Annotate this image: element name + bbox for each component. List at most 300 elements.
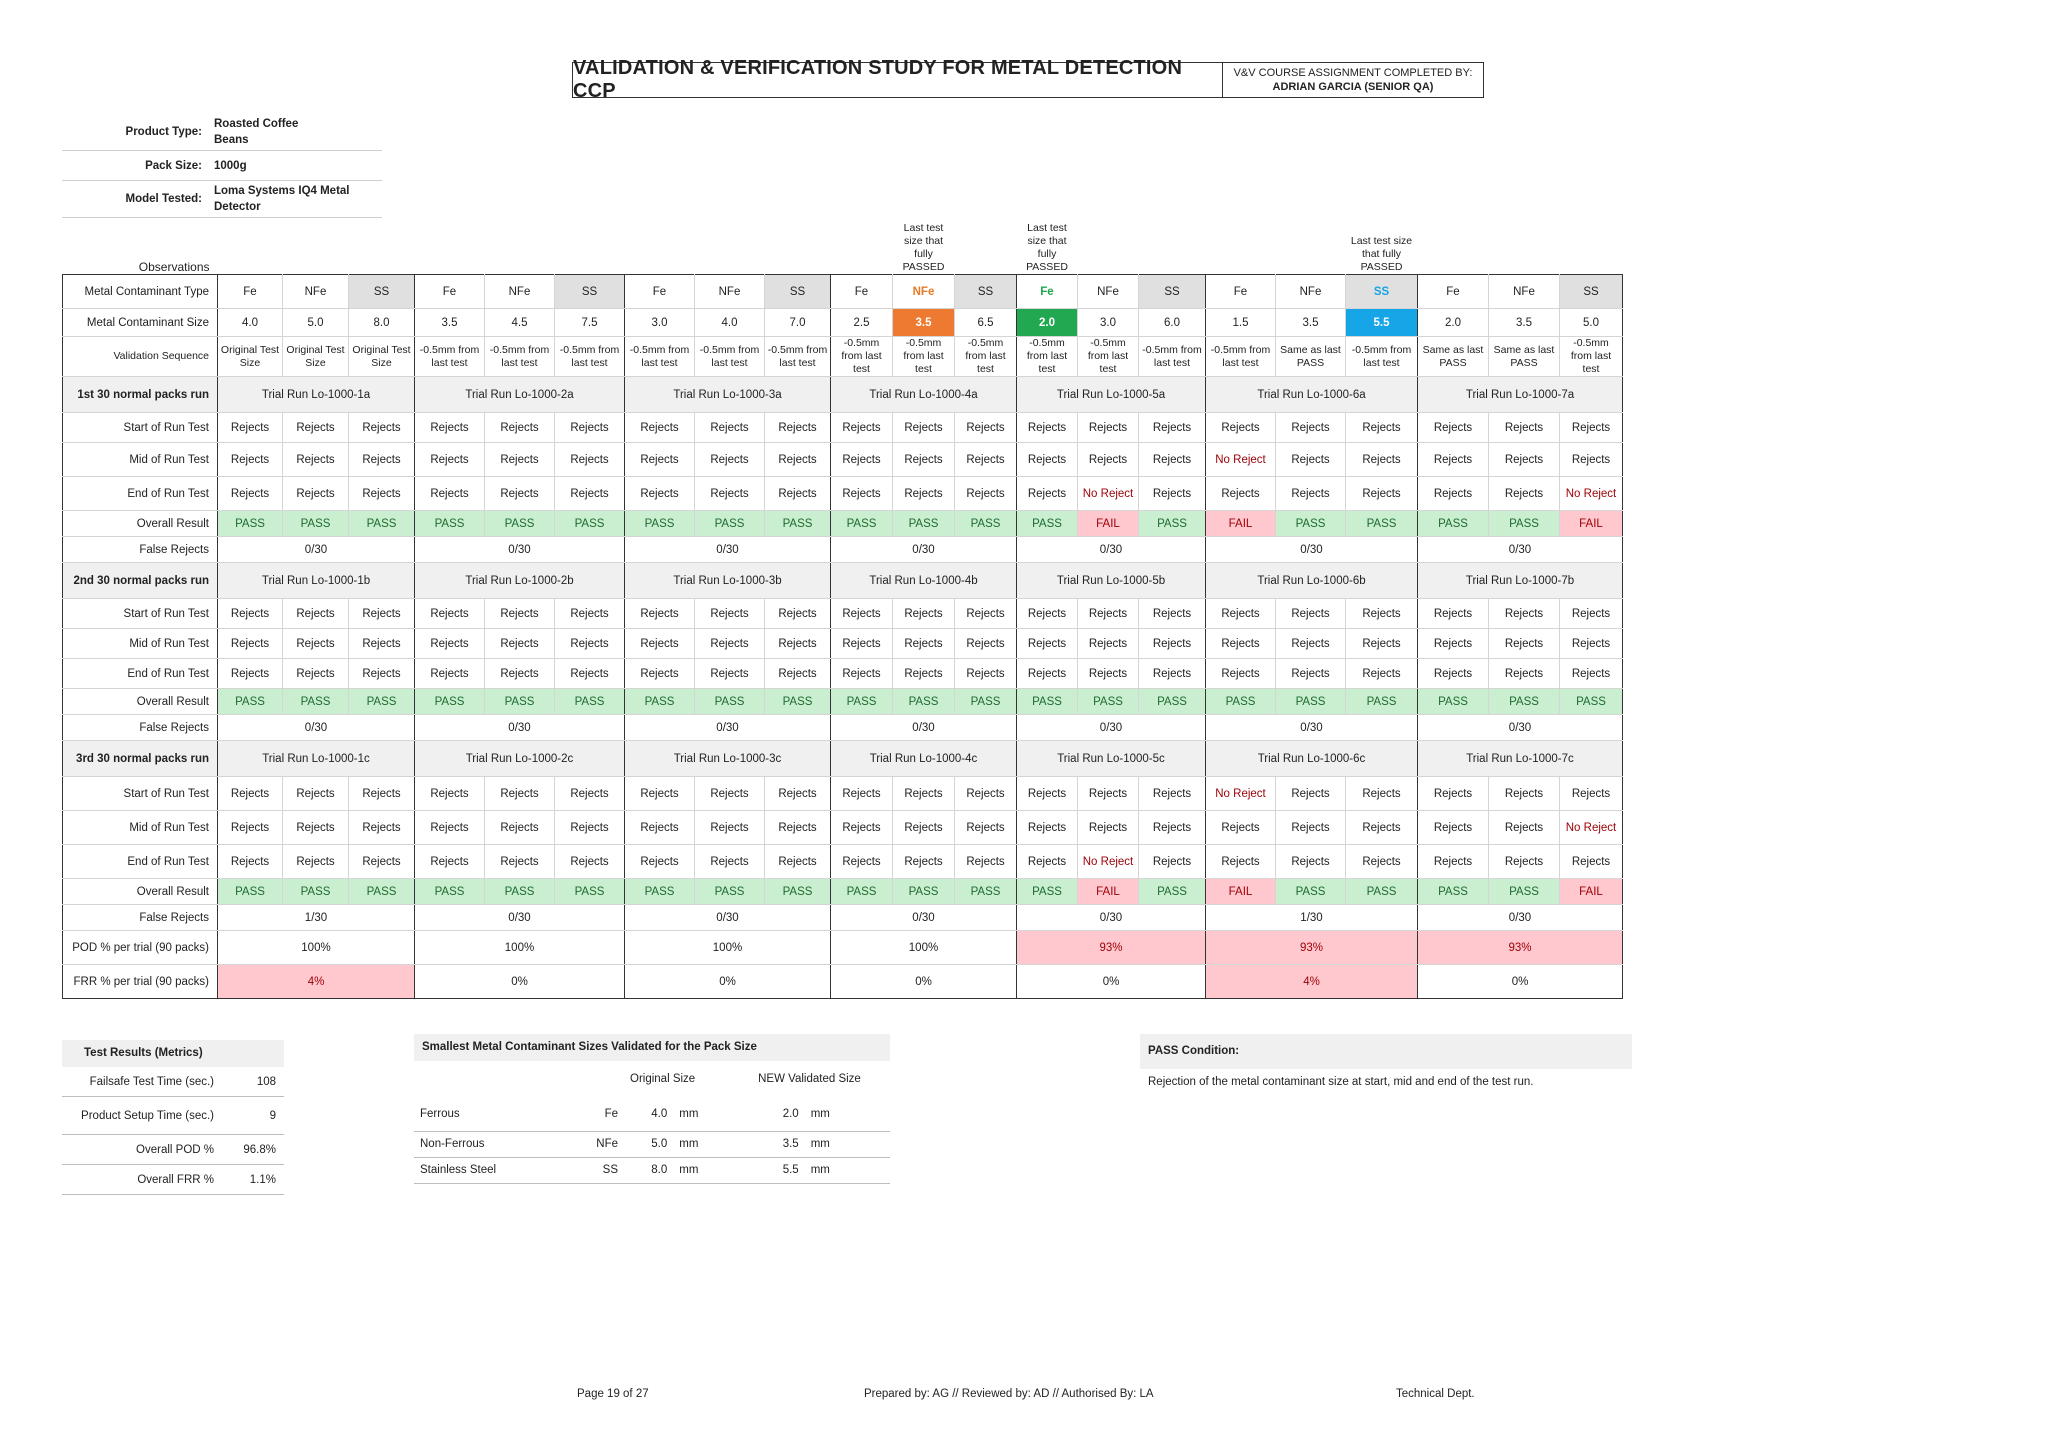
reject-result: No Reject: [1206, 443, 1276, 477]
metrics-panel: [62, 1040, 284, 1195]
reject-result: Rejects: [831, 811, 893, 845]
false-rejects-value: 0/30: [1017, 905, 1206, 931]
reject-result: Rejects: [349, 413, 415, 443]
reject-result: Rejects: [1346, 629, 1418, 659]
reject-result: Rejects: [1078, 629, 1139, 659]
contaminant-type: NFe: [1078, 275, 1139, 309]
reject-result: Rejects: [765, 599, 831, 629]
reject-result: Rejects: [625, 845, 695, 879]
reject-result: Rejects: [555, 599, 625, 629]
metric-row: [62, 1165, 284, 1195]
false-rejects-label: False Rejects: [63, 905, 218, 931]
false-rejects-value: 0/30: [1418, 905, 1623, 931]
observation-note: [831, 222, 893, 275]
overall-result: PASS: [349, 879, 415, 905]
reject-result: No Reject: [1560, 477, 1623, 511]
reject-result: Rejects: [485, 599, 555, 629]
info-value: 1000g: [214, 159, 247, 172]
trial-run-name: Trial Run Lo-1000-3b: [625, 563, 831, 599]
contaminant-size: 2.0: [1418, 309, 1489, 337]
department: Technical Dept.: [1396, 1388, 1475, 1400]
overall-result: FAIL: [1560, 879, 1623, 905]
false-rejects-label: False Rejects: [63, 715, 218, 741]
false-rejects-value: 0/30: [1418, 715, 1623, 741]
observation-note: Last test size that fully PASSED: [1350, 235, 1413, 273]
reject-result: Rejects: [1560, 443, 1623, 477]
run-test-label: Mid of Run Test: [63, 629, 218, 659]
reject-result: Rejects: [1017, 811, 1078, 845]
original-size: 8.0: [624, 1157, 673, 1183]
reject-result: Rejects: [555, 629, 625, 659]
reject-result: Rejects: [765, 629, 831, 659]
reject-result: Rejects: [349, 477, 415, 511]
overall-result-row: [63, 511, 1623, 537]
reject-result: Rejects: [1489, 629, 1560, 659]
false-rejects-value: 0/30: [1017, 537, 1206, 563]
false-rejects-value: 0/30: [625, 905, 831, 931]
observation-note: [1139, 222, 1206, 275]
reject-result: Rejects: [1276, 599, 1346, 629]
trial-run-name: Trial Run Lo-1000-2b: [415, 563, 625, 599]
contaminant-size: 2.0: [1017, 309, 1078, 337]
pass-condition-panel: [1140, 1034, 1632, 1096]
overall-result: PASS: [955, 879, 1017, 905]
validation-step: -0.5mm from last test: [955, 337, 1017, 377]
overall-result: PASS: [1489, 879, 1560, 905]
reject-result: Rejects: [1560, 845, 1623, 879]
overall-result: PASS: [1489, 511, 1560, 537]
reject-result: Rejects: [625, 629, 695, 659]
reject-result: Rejects: [695, 659, 765, 689]
false-rejects-value: 0/30: [831, 537, 1017, 563]
reject-result: Rejects: [695, 477, 765, 511]
reject-result: Rejects: [625, 811, 695, 845]
contaminant-size-row: [63, 309, 1623, 337]
validation-step: -0.5mm from last test: [555, 337, 625, 377]
run-test-label: Start of Run Test: [63, 777, 218, 811]
overall-result: PASS: [765, 689, 831, 715]
reject-result: Rejects: [955, 629, 1017, 659]
pod-row: [63, 931, 1623, 965]
contaminant-size: 4.0: [218, 309, 283, 337]
metric-row: [62, 1097, 284, 1135]
frr-value: 4%: [1206, 965, 1418, 999]
reject-result: Rejects: [1346, 845, 1418, 879]
metric-label: Failsafe Test Time (sec.): [89, 1075, 214, 1088]
reject-result: Rejects: [283, 477, 349, 511]
product-info: [62, 114, 382, 218]
reject-result: Rejects: [1276, 811, 1346, 845]
reject-result: Rejects: [765, 659, 831, 689]
start-of-run-row: [63, 413, 1623, 443]
overall-result: PASS: [283, 879, 349, 905]
overall-result: PASS: [831, 879, 893, 905]
overall-result: PASS: [1418, 879, 1489, 905]
reject-result: Rejects: [1346, 811, 1418, 845]
reject-result: Rejects: [1017, 845, 1078, 879]
reject-result: Rejects: [555, 659, 625, 689]
trial-run-name: Trial Run Lo-1000-7a: [1418, 377, 1623, 413]
overall-result: FAIL: [1206, 511, 1276, 537]
reject-result: Rejects: [415, 413, 485, 443]
observation-note: [1489, 222, 1560, 275]
contaminant-type: Fe: [1418, 275, 1489, 309]
overall-result: PASS: [893, 511, 955, 537]
contaminant-size: 6.0: [1139, 309, 1206, 337]
reject-result: Rejects: [695, 811, 765, 845]
reject-result: Rejects: [218, 413, 283, 443]
overall-result: PASS: [765, 511, 831, 537]
reject-result: Rejects: [1418, 599, 1489, 629]
overall-result-label: Overall Result: [63, 879, 218, 905]
metal-name: Non-Ferrous: [414, 1131, 564, 1157]
reject-result: Rejects: [1078, 599, 1139, 629]
reject-result: Rejects: [1017, 413, 1078, 443]
new-size: 5.5: [728, 1157, 805, 1183]
reject-result: Rejects: [1017, 777, 1078, 811]
observation-note: [283, 222, 349, 275]
contaminant-size: 3.5: [1276, 309, 1346, 337]
frr-value: 0%: [831, 965, 1017, 999]
frr-label: FRR % per trial (90 packs): [63, 965, 218, 999]
reject-result: Rejects: [1346, 659, 1418, 689]
validation-step: Same as last PASS: [1418, 337, 1489, 377]
reject-result: Rejects: [1418, 777, 1489, 811]
metric-label: Overall FRR %: [137, 1173, 214, 1186]
reject-result: Rejects: [625, 777, 695, 811]
overall-result: FAIL: [1078, 879, 1139, 905]
trial-run-name: Trial Run Lo-1000-7c: [1418, 741, 1623, 777]
false-rejects-value: 1/30: [218, 905, 415, 931]
contaminant-type: NFe: [893, 275, 955, 309]
reject-result: Rejects: [1139, 413, 1206, 443]
reject-result: Rejects: [1489, 443, 1560, 477]
trial-run-name: Trial Run Lo-1000-1a: [218, 377, 415, 413]
contaminant-size: 6.5: [955, 309, 1017, 337]
info-value: Roasted Coffee Beans: [214, 118, 299, 146]
reject-result: Rejects: [695, 599, 765, 629]
reject-result: Rejects: [485, 777, 555, 811]
reject-result: Rejects: [955, 811, 1017, 845]
observation-note: [1418, 222, 1489, 275]
unit: mm: [673, 1131, 728, 1157]
metal-code: Fe: [564, 1097, 624, 1131]
reject-result: Rejects: [1418, 629, 1489, 659]
reject-result: Rejects: [555, 811, 625, 845]
validation-step: -0.5mm from last test: [1017, 337, 1078, 377]
reject-result: Rejects: [1078, 811, 1139, 845]
false-rejects-row: [63, 715, 1623, 741]
reject-result: Rejects: [349, 811, 415, 845]
info-label: Pack Size:: [145, 159, 202, 172]
reject-result: Rejects: [1206, 413, 1276, 443]
reject-result: Rejects: [415, 777, 485, 811]
false-rejects-value: 1/30: [1206, 905, 1418, 931]
overall-result: PASS: [831, 689, 893, 715]
reject-result: Rejects: [283, 629, 349, 659]
reject-result: Rejects: [625, 659, 695, 689]
false-rejects-value: 0/30: [415, 715, 625, 741]
pod-value: 93%: [1017, 931, 1206, 965]
contaminant-size: 3.5: [893, 309, 955, 337]
reject-result: Rejects: [1276, 629, 1346, 659]
pod-value: 100%: [831, 931, 1017, 965]
contaminant-type: NFe: [1276, 275, 1346, 309]
trial-run-name: Trial Run Lo-1000-3c: [625, 741, 831, 777]
run-test-label: Start of Run Test: [63, 413, 218, 443]
reject-result: Rejects: [831, 477, 893, 511]
reject-result: Rejects: [955, 845, 1017, 879]
mid-of-run-row: [63, 811, 1623, 845]
reject-result: Rejects: [831, 443, 893, 477]
validation-step: -0.5mm from last test: [625, 337, 695, 377]
contaminant-type: SS: [349, 275, 415, 309]
contaminant-size: 4.0: [695, 309, 765, 337]
reject-result: Rejects: [893, 845, 955, 879]
reject-result: Rejects: [1206, 599, 1276, 629]
reject-result: Rejects: [893, 599, 955, 629]
contaminant-type-label: Metal Contaminant Type: [63, 275, 218, 309]
pod-value: 100%: [625, 931, 831, 965]
run-test-label: End of Run Test: [63, 477, 218, 511]
overall-result: PASS: [625, 511, 695, 537]
reject-result: Rejects: [955, 599, 1017, 629]
metrics-title: Test Results (Metrics): [62, 1040, 284, 1067]
reject-result: Rejects: [1489, 845, 1560, 879]
observation-note: [555, 222, 625, 275]
overall-result: PASS: [1418, 689, 1489, 715]
overall-result: PASS: [1139, 879, 1206, 905]
original-size-header: Original Size: [630, 1073, 696, 1085]
overall-result: FAIL: [1206, 879, 1276, 905]
contaminant-type-row: [63, 275, 1623, 309]
reject-result: Rejects: [283, 777, 349, 811]
trial-run-name: Trial Run Lo-1000-1c: [218, 741, 415, 777]
reject-result: Rejects: [555, 477, 625, 511]
reject-result: Rejects: [555, 443, 625, 477]
trial-run-name: Trial Run Lo-1000-6c: [1206, 741, 1418, 777]
new-size: 2.0: [728, 1097, 805, 1131]
contaminant-type: NFe: [485, 275, 555, 309]
reject-result: Rejects: [1418, 659, 1489, 689]
trial-run-name: Trial Run Lo-1000-4c: [831, 741, 1017, 777]
observation-note: [1078, 222, 1139, 275]
observation-note: [765, 222, 831, 275]
observation-note: [1206, 222, 1276, 275]
reject-result: Rejects: [218, 811, 283, 845]
pod-value: 93%: [1418, 931, 1623, 965]
run-test-label: Start of Run Test: [63, 599, 218, 629]
start-of-run-row: [63, 599, 1623, 629]
reject-result: Rejects: [283, 443, 349, 477]
info-row-product-type: [62, 114, 382, 151]
reject-result: Rejects: [765, 777, 831, 811]
reject-result: Rejects: [1276, 845, 1346, 879]
section-label: 1st 30 normal packs run: [63, 377, 218, 413]
reject-result: Rejects: [1276, 777, 1346, 811]
reject-result: Rejects: [1560, 629, 1623, 659]
false-rejects-value: 0/30: [218, 537, 415, 563]
metal-name: Stainless Steel: [414, 1157, 564, 1183]
reject-result: Rejects: [1489, 477, 1560, 511]
reject-result: Rejects: [555, 777, 625, 811]
reject-result: Rejects: [1078, 443, 1139, 477]
info-label: Model Tested:: [125, 193, 202, 205]
reject-result: Rejects: [831, 777, 893, 811]
reject-result: Rejects: [1078, 413, 1139, 443]
reject-result: Rejects: [765, 811, 831, 845]
reject-result: Rejects: [1206, 659, 1276, 689]
reject-result: Rejects: [218, 629, 283, 659]
metric-label: Overall POD %: [136, 1143, 214, 1156]
pod-value: 100%: [218, 931, 415, 965]
validation-step: -0.5mm from last test: [1206, 337, 1276, 377]
contaminant-type: Fe: [1206, 275, 1276, 309]
reject-result: Rejects: [283, 599, 349, 629]
reject-result: Rejects: [831, 659, 893, 689]
metric-value: 108: [256, 1075, 276, 1088]
unit: mm: [673, 1097, 728, 1131]
validation-step: -0.5mm from last test: [893, 337, 955, 377]
overall-result: PASS: [283, 689, 349, 715]
overall-result: PASS: [893, 689, 955, 715]
overall-result: PASS: [1139, 511, 1206, 537]
observations-row: [63, 222, 1623, 275]
reject-result: Rejects: [415, 477, 485, 511]
reject-result: Rejects: [765, 413, 831, 443]
false-rejects-value: 0/30: [218, 715, 415, 741]
observation-note: [415, 222, 485, 275]
reject-result: Rejects: [218, 599, 283, 629]
trial-run-name: Trial Run Lo-1000-5a: [1017, 377, 1206, 413]
end-of-run-row: [63, 845, 1623, 879]
contaminant-type: SS: [555, 275, 625, 309]
reject-result: Rejects: [955, 777, 1017, 811]
trial-run-name: Trial Run Lo-1000-7b: [1418, 563, 1623, 599]
trial-run-name: Trial Run Lo-1000-3a: [625, 377, 831, 413]
frr-value: 0%: [1418, 965, 1623, 999]
reject-result: Rejects: [1017, 443, 1078, 477]
reject-result: Rejects: [485, 659, 555, 689]
reject-result: Rejects: [831, 629, 893, 659]
trial-run-name: Trial Run Lo-1000-5c: [1017, 741, 1206, 777]
frr-value: 0%: [625, 965, 831, 999]
metal-name: Ferrous: [414, 1097, 564, 1131]
reject-result: No Reject: [1206, 777, 1276, 811]
validation-step: Same as last PASS: [1489, 337, 1560, 377]
reject-result: Rejects: [485, 413, 555, 443]
overall-result: PASS: [1276, 689, 1346, 715]
false-rejects-value: 0/30: [625, 537, 831, 563]
false-rejects-value: 0/30: [831, 715, 1017, 741]
overall-result: PASS: [831, 511, 893, 537]
reject-result: Rejects: [283, 659, 349, 689]
overall-result: PASS: [695, 511, 765, 537]
overall-result: PASS: [415, 879, 485, 905]
reject-result: Rejects: [831, 599, 893, 629]
unit: mm: [805, 1097, 890, 1131]
metric-value: 96.8%: [243, 1143, 276, 1156]
page-number: Page 19 of 27: [577, 1388, 649, 1400]
overall-result: FAIL: [1078, 511, 1139, 537]
reject-result: Rejects: [1418, 477, 1489, 511]
unit: mm: [673, 1157, 728, 1183]
reject-result: Rejects: [831, 413, 893, 443]
false-rejects-value: 0/30: [625, 715, 831, 741]
reject-result: Rejects: [485, 811, 555, 845]
unit: mm: [805, 1157, 890, 1183]
run-test-label: Mid of Run Test: [63, 811, 218, 845]
frr-value: 4%: [218, 965, 415, 999]
contaminant-size-label: Metal Contaminant Size: [63, 309, 218, 337]
overall-result: PASS: [1078, 689, 1139, 715]
contaminant-type: SS: [1346, 275, 1418, 309]
reject-result: Rejects: [1139, 845, 1206, 879]
contaminant-size: 1.5: [1206, 309, 1276, 337]
reject-result: Rejects: [1560, 659, 1623, 689]
contaminant-type: Fe: [415, 275, 485, 309]
reject-result: Rejects: [955, 443, 1017, 477]
reject-result: Rejects: [1139, 477, 1206, 511]
overall-result: PASS: [485, 879, 555, 905]
reject-result: Rejects: [1139, 629, 1206, 659]
reject-result: Rejects: [415, 811, 485, 845]
completed-by: [1223, 63, 1483, 97]
reject-result: Rejects: [893, 413, 955, 443]
false-rejects-value: 0/30: [1206, 537, 1418, 563]
reject-result: Rejects: [349, 777, 415, 811]
validation-step: -0.5mm from last test: [485, 337, 555, 377]
false-rejects-value: 0/30: [831, 905, 1017, 931]
reject-result: Rejects: [349, 845, 415, 879]
reject-result: Rejects: [349, 443, 415, 477]
reject-result: Rejects: [1206, 811, 1276, 845]
section-label: 3rd 30 normal packs run: [63, 741, 218, 777]
section-header-row: [63, 377, 1623, 413]
reject-result: Rejects: [1017, 477, 1078, 511]
reject-result: Rejects: [1346, 477, 1418, 511]
overall-result: PASS: [1017, 689, 1078, 715]
reject-result: Rejects: [625, 413, 695, 443]
overall-result: PASS: [555, 689, 625, 715]
reject-result: Rejects: [893, 477, 955, 511]
overall-result: PASS: [1560, 689, 1623, 715]
overall-result: PASS: [955, 689, 1017, 715]
reject-result: Rejects: [1206, 477, 1276, 511]
reject-result: Rejects: [1139, 777, 1206, 811]
reject-result: Rejects: [625, 599, 695, 629]
overall-result: PASS: [283, 511, 349, 537]
page-title: VALIDATION & VERIFICATION STUDY FOR METAL DETECTION CCP: [573, 63, 1223, 97]
contaminant-size: 3.0: [1078, 309, 1139, 337]
trial-run-name: Trial Run Lo-1000-4a: [831, 377, 1017, 413]
run-test-label: End of Run Test: [63, 659, 218, 689]
reject-result: Rejects: [695, 629, 765, 659]
unit: mm: [805, 1131, 890, 1157]
validation-step: Original Test Size: [218, 337, 283, 377]
reject-result: Rejects: [765, 443, 831, 477]
metal-code: SS: [564, 1157, 624, 1183]
trial-run-name: Trial Run Lo-1000-6b: [1206, 563, 1418, 599]
metric-value: 1.1%: [249, 1173, 276, 1186]
overall-result: PASS: [1017, 879, 1078, 905]
reject-result: Rejects: [485, 629, 555, 659]
validation-sequence-label: Validation Sequence: [63, 337, 218, 377]
contaminant-type: SS: [955, 275, 1017, 309]
observation-note: [955, 222, 1017, 275]
observation-note: [1560, 222, 1623, 275]
reject-result: Rejects: [1276, 477, 1346, 511]
